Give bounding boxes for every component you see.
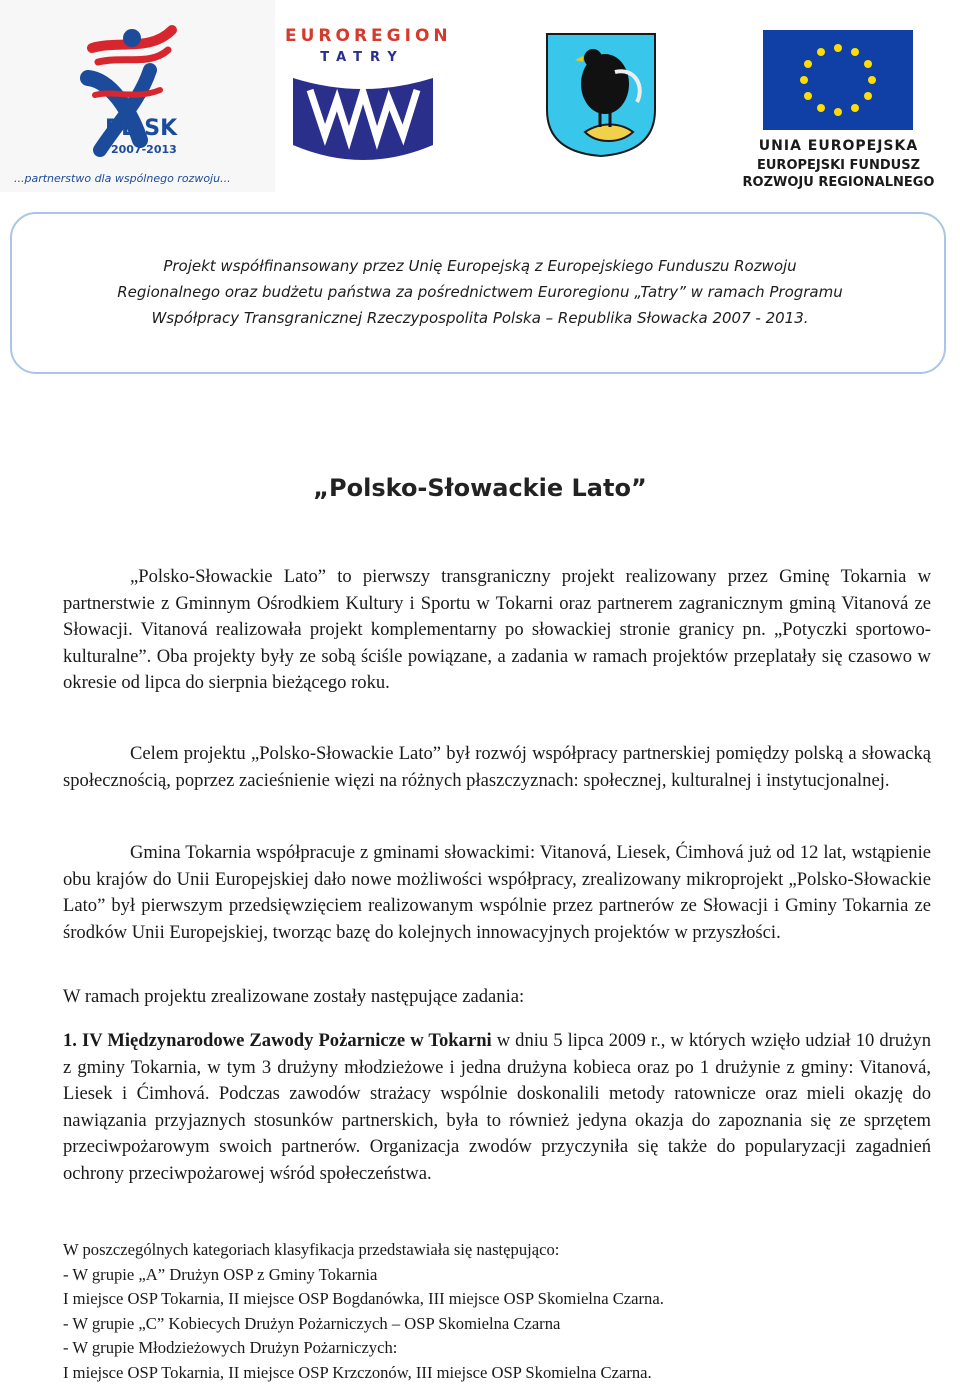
paragraph-task-1 <box>63 1028 931 1187</box>
results-line: - W grupie Młodzieżowych Drużyn Pożarniczych: <box>63 1338 398 1358</box>
eu-label-line3: ROZWOJU REGIONALNEGO <box>742 175 935 190</box>
paragraph-tasks-intro: W ramach projektu zrealizowane zostały następujące zadania: <box>63 986 525 1007</box>
paragraph-cooperation: Gmina Tokarnia współpracuje z gminami słowackimi: Vitanová, Liesek, Ćimhová już od 12 lat, wstąpienie obu krajów do Unii Europejskiej dało nowe możliwości współpracy, zrealizowany mikroprojekt „Polsko-Słowackie Lato” był pierwszym przedsięwzięciem realizowanym wspólnie przez partnerów ze Słowacji i Gminy Tokarnia ze środków Unii Europejskiej, tworząc bazę do kolejnych innowacyjnych projektów w przyszłości. <box>63 842 931 943</box>
euroregion-tatry-logo <box>285 20 452 170</box>
plsk-name: PL-SK <box>105 116 178 141</box>
results-line: - W grupie „A” Drużyn OSP z Gminy Tokarnia <box>63 1264 378 1284</box>
paragraph-intro: „Polsko-Słowackie Lato” to pierwszy transgraniczny projekt realizowany przez Gminę Tokarnia w partnerstwie z Gminnym Ośrodkiem Kultury i Sportu w Tokarni oraz partnerem zagranicznym gminą Vitanová ze Słowacji. Vitanová realizowała projekt komplementarny po słowackiej stronie granicy pn. „Potyczki sportowo-kulturalne”. Oba projekty były ze sobą ściśle powiązane, a zadania w ramach projektów przeplatały się czasowo w okresie od lipca do sierpnia bieżącego roku. <box>63 566 931 693</box>
euroregion-arc-text: EUROREGION <box>285 26 452 46</box>
notice-line-2: Regionalnego oraz budżetu państwa za pośrednictwem Euroregionu „Tatry” w ramach Programu <box>117 283 843 301</box>
eu-label-line2: EUROPEJSKI FUNDUSZ <box>757 158 920 173</box>
grouse-crest-icon <box>545 32 657 158</box>
plsk-tagline: ...partnerstwo dla wspólnego rozwoju... <box>14 172 231 185</box>
cofinancing-notice-text <box>0 253 960 331</box>
eu-label-line1: UNIA EUROPEJSKA <box>758 138 919 154</box>
task-1-heading: 1. IV Międzynarodowe Zawody Pożarnicze w Tokarni <box>63 1030 492 1051</box>
coat-of-arms <box>545 32 657 158</box>
plsk-logo <box>0 0 275 192</box>
results-line: I miejsce OSP Tokarnia, II miejsce OSP Bogdanówka, III miejsce OSP Skomielna Czarna. <box>63 1289 664 1309</box>
results-line: - W grupie „C” Kobiecych Drużyn Pożarniczych – OSP Skomielna Czarna <box>63 1313 561 1333</box>
task-1-description: w dniu 5 lipca 2009 r., w których wzięło udział 10 drużyn z gminy Tokarnia, w tym 3 drużyny młodzieżowe i jedna drużyna kobieca oraz po 1 drużynie z gminy: Vitanová, Liesek i Ćimhová. Podczas zawodów strażacy wspólnie doskonalili metody ratownicze oraz mieli okazję do nawiązania przyjaznych stosunków partnerskich, była to również jedyna okazja do zapoznania się ze sprzętem przeciwpożarowym swoich partnerów. Organizacja zwodów przyczyniła się także do popularyzacji zagadnień ochrony przeciwpożarowej wśród społeczeństwa. <box>63 1030 931 1184</box>
paragraph-goal: Celem projektu „Polsko-Słowackie Lato” był rozwój współpracy partnerskiej pomiędzy polską a słowacką społecznością, poprzez zacieśnienie więzi na różnych płaszczyznach: społecznej, kulturalnej i instytucjonalnej. <box>63 743 931 791</box>
results-intro: W poszczególnych kategoriach klasyfikacja przedstawiała się następująco: <box>63 1240 560 1259</box>
results-section <box>63 1238 931 1386</box>
notice-line-3: Współpracy Transgranicznej Rzeczypospolita Polska – Republika Słowacka 2007 - 2013. <box>151 309 809 327</box>
plsk-years: 2007-2013 <box>111 143 177 156</box>
plsk-figure-icon <box>0 0 275 192</box>
notice-line-1: Projekt współfinansowany przez Unię Europejską z Europejskiego Funduszu Rozwoju <box>163 257 797 275</box>
document-title: „Polsko-Słowackie Lato” <box>313 474 647 502</box>
eu-logo <box>717 0 960 210</box>
euroregion-name: TATRY <box>320 50 405 65</box>
results-line: I miejsce OSP Tokarnia, II miejsce OSP Krzczonów, III miejsce OSP Skomielna Czarna. <box>63 1362 652 1382</box>
